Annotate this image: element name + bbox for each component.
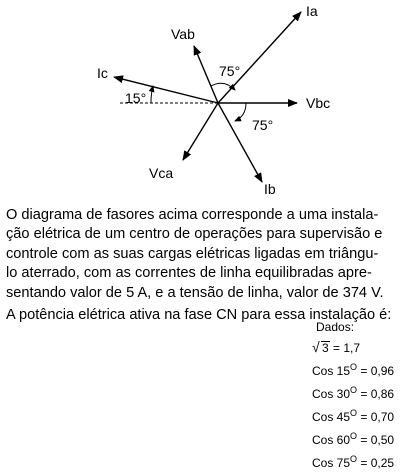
paragraph-line: sentando valor de 5 A, e a tensão de linha, valor de 374 V. bbox=[6, 284, 384, 301]
angle-arc-bottom bbox=[235, 103, 246, 121]
phasor-diagram bbox=[0, 0, 411, 205]
dados-title: Dados: bbox=[316, 320, 355, 334]
label-ib: Ib bbox=[264, 181, 276, 197]
vca-phasor bbox=[183, 103, 218, 160]
question-text: A potência elétrica ativa na fase CN para essa instalação é: bbox=[6, 307, 392, 323]
label-angle-bottom: 75° bbox=[252, 117, 274, 133]
dados-cos-row: Cos $75^O = 0,25$ bbox=[312, 454, 395, 470]
label-ia: Ia bbox=[306, 3, 318, 19]
sqrt-value: = 1,7 bbox=[333, 341, 361, 355]
paragraph-line: O diagrama de fasores acima corresponde a uma instala- bbox=[6, 207, 379, 223]
label-ic: Ic bbox=[97, 65, 108, 81]
dados-cos-row: Cos $15^O = 0,96$ bbox=[312, 362, 395, 378]
problem-paragraph bbox=[6, 206, 402, 303]
ia-phasor bbox=[218, 12, 301, 103]
dados-cos-row: Cos $60^O = 0,50$ bbox=[312, 431, 395, 447]
angle-arc-ic bbox=[151, 86, 153, 103]
vab-phasor bbox=[194, 46, 218, 103]
label-angle-top: 75° bbox=[219, 63, 241, 79]
paragraph-line: ção elétrica de um centro de operações para supervisão e bbox=[6, 226, 383, 243]
label-vbc: Vbc bbox=[306, 95, 331, 111]
label-angle-ic: 15° bbox=[125, 90, 147, 106]
paragraph-line: lo aterrado, com as correntes de linha equilibradas apre- bbox=[6, 265, 372, 282]
paragraph-line: controle com as suas cargas elétricas ligadas em triângu- bbox=[6, 245, 379, 262]
sqrt-symbol: √ 3 bbox=[312, 339, 329, 355]
label-vab: Vab bbox=[171, 26, 195, 42]
dados-sqrt-row bbox=[312, 341, 360, 355]
ib-phasor bbox=[218, 103, 262, 182]
dados-cos-row: Cos $30^O = 0,86$ bbox=[312, 385, 395, 401]
dados-cos-row: Cos $45^O = 0,70$ bbox=[312, 408, 395, 424]
label-vca: Vca bbox=[149, 165, 174, 181]
